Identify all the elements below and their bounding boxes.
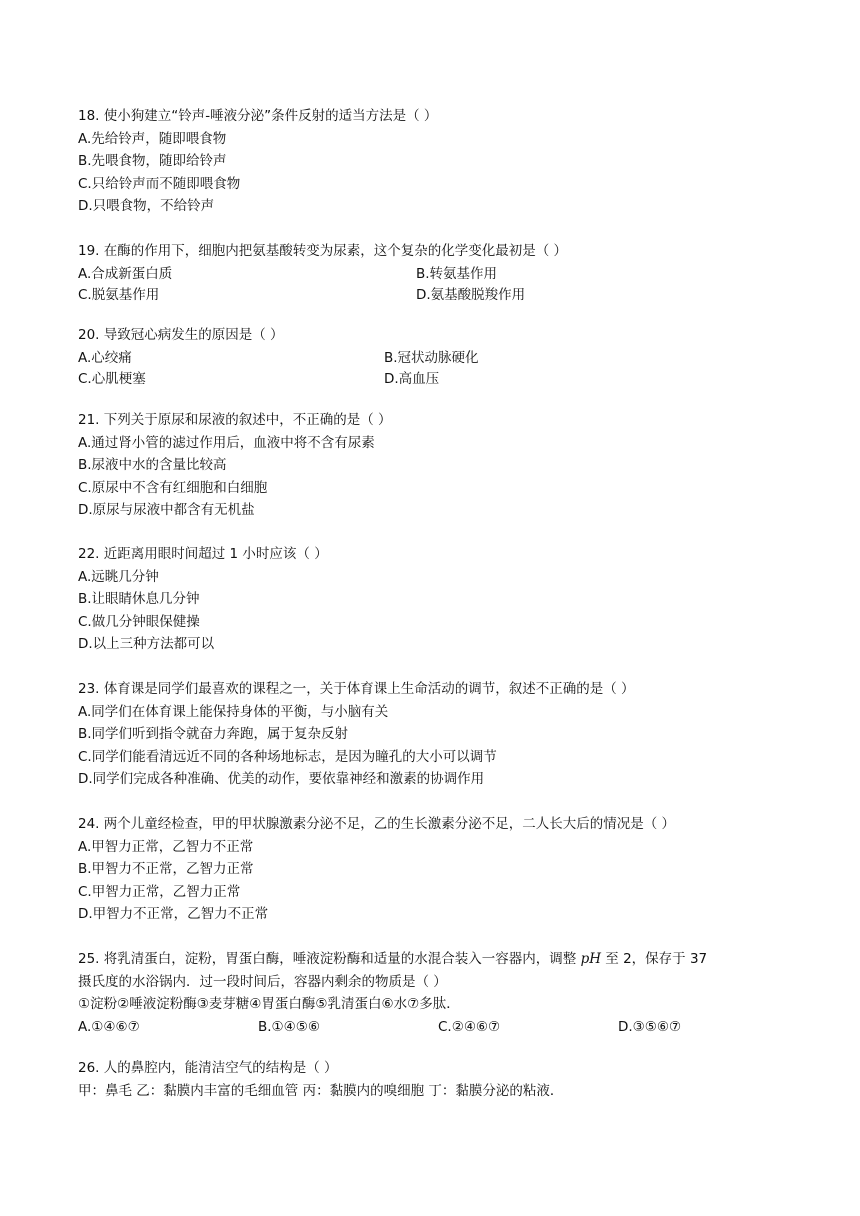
- option-d: D.③⑤⑥⑦: [618, 1018, 682, 1035]
- question-stem: 23. 体育课是同学们最喜欢的课程之一，关于体育课上生命活动的调节，叙述不正确的是（ ）: [78, 681, 635, 697]
- question-stem-part1: 25. 将乳清蛋白，淀粉，胃蛋白酶，唾液淀粉酶和适量的水混合装入一容器内，调整: [78, 951, 577, 967]
- option-c: C.脱氨基作用: [78, 286, 160, 303]
- option-b: B.甲智力不正常，乙智力正常: [78, 861, 254, 877]
- question-stem: 21. 下列关于原尿和尿液的叙述中，不正确的是（ ）: [78, 412, 392, 428]
- option-a: A.先给铃声，随即喂食物: [78, 130, 227, 147]
- question-stem: 24. 两个儿童经检查，甲的甲状腺激素分泌不足，乙的生长激素分泌不足，二人长大后的情况是（ ）: [78, 816, 676, 832]
- option-c: C.只给铃声而不随即喂食物: [78, 175, 241, 192]
- option-a: A.同学们在体育课上能保持身体的平衡，与小脑有关: [78, 703, 389, 720]
- option-d: D.同学们完成各种准确、优美的动作，要依靠神经和激素的协调作用: [78, 771, 485, 787]
- question-stem: 22. 近距离用眼时间超过 1 小时应该（ ）: [78, 546, 328, 562]
- option-d: D.甲智力不正常，乙智力不正常: [78, 906, 269, 922]
- question-stem: 26. 人的鼻腔内，能清洁空气的结构是（ ）: [78, 1060, 338, 1076]
- options-row: [78, 1016, 798, 1037]
- options-row: [78, 368, 798, 389]
- option-b: B.同学们听到指令就奋力奔跑，属于复杂反射: [78, 726, 349, 742]
- option-a: A.远眺几分钟: [78, 568, 159, 585]
- ph-symbol: pH: [580, 951, 601, 967]
- option-b: B.先喂食物，随即给铃声: [78, 153, 227, 169]
- question-19: [78, 240, 798, 305]
- option-d: D.以上三种方法都可以: [78, 636, 215, 652]
- option-c: C.做几分钟眼保健操: [78, 613, 200, 630]
- item-list: 甲：鼻毛 乙：黏膜内丰富的毛细血管 丙：黏膜内的嗅细胞 丁：黏膜分泌的粘液．: [78, 1082, 564, 1099]
- option-c: C.②④⑥⑦: [438, 1018, 501, 1035]
- question-26: [78, 1057, 798, 1102]
- question-21: [78, 409, 798, 522]
- question-18: [78, 105, 798, 218]
- question-22: [78, 543, 798, 656]
- question-25: [78, 948, 798, 1037]
- option-a: A.①④⑥⑦: [78, 1018, 140, 1035]
- options-row: [78, 263, 798, 284]
- question-24: [78, 813, 798, 926]
- option-c: C.甲智力正常，乙智力正常: [78, 883, 241, 900]
- item-list: ①淀粉②唾液淀粉酶③麦芽糖④胃蛋白酶⑤乳清蛋白⑥水⑦多肽．: [78, 996, 460, 1012]
- option-c: C.原尿中不含有红细胞和白细胞: [78, 479, 268, 496]
- question-stem: 18. 使小狗建立“铃声-唾液分泌”条件反射的适当方法是（ ）: [78, 108, 438, 124]
- option-b: B.尿液中水的含量比较高: [78, 457, 227, 473]
- option-d: D.只喂食物，不给铃声: [78, 198, 215, 214]
- option-a: A.心绞痛: [78, 349, 132, 366]
- question-stem-part2: 至 2，保存于 37: [605, 951, 708, 967]
- options-row: [78, 284, 798, 305]
- option-b: B.冠状动脉硬化: [384, 349, 479, 366]
- question-stem: 19. 在酶的作用下，细胞内把氨基酸转变为尿素，这个复杂的化学变化最初是（ ）: [78, 243, 568, 259]
- option-b: B.转氨基作用: [416, 265, 498, 282]
- option-d: D.高血压: [384, 370, 440, 387]
- option-d: D.氨基酸脱羧作用: [416, 286, 526, 303]
- option-a: A.合成新蛋白质: [78, 265, 173, 282]
- option-b: B.①④⑤⑥: [258, 1018, 320, 1035]
- question-stem-line2: 摄氏度的水浴锅内．过一段时间后，容器内剩余的物质是（ ）: [78, 973, 447, 990]
- option-a: A.通过肾小管的滤过作用后，血液中将不含有尿素: [78, 434, 375, 451]
- question-stem: 20. 导致冠心病发生的原因是（ ）: [78, 327, 284, 343]
- question-23: [78, 678, 798, 791]
- option-d: D.原尿与尿液中都含有无机盐: [78, 502, 255, 518]
- option-b: B.让眼睛休息几分钟: [78, 591, 200, 607]
- option-c: C.同学们能看清远近不同的各种场地标志，是因为瞳孔的大小可以调节: [78, 748, 497, 765]
- options-row: [78, 347, 798, 368]
- question-20: [78, 324, 798, 389]
- question-stem: [78, 948, 798, 971]
- option-c: C.心肌梗塞: [78, 370, 146, 387]
- option-a: A.甲智力正常，乙智力不正常: [78, 838, 254, 855]
